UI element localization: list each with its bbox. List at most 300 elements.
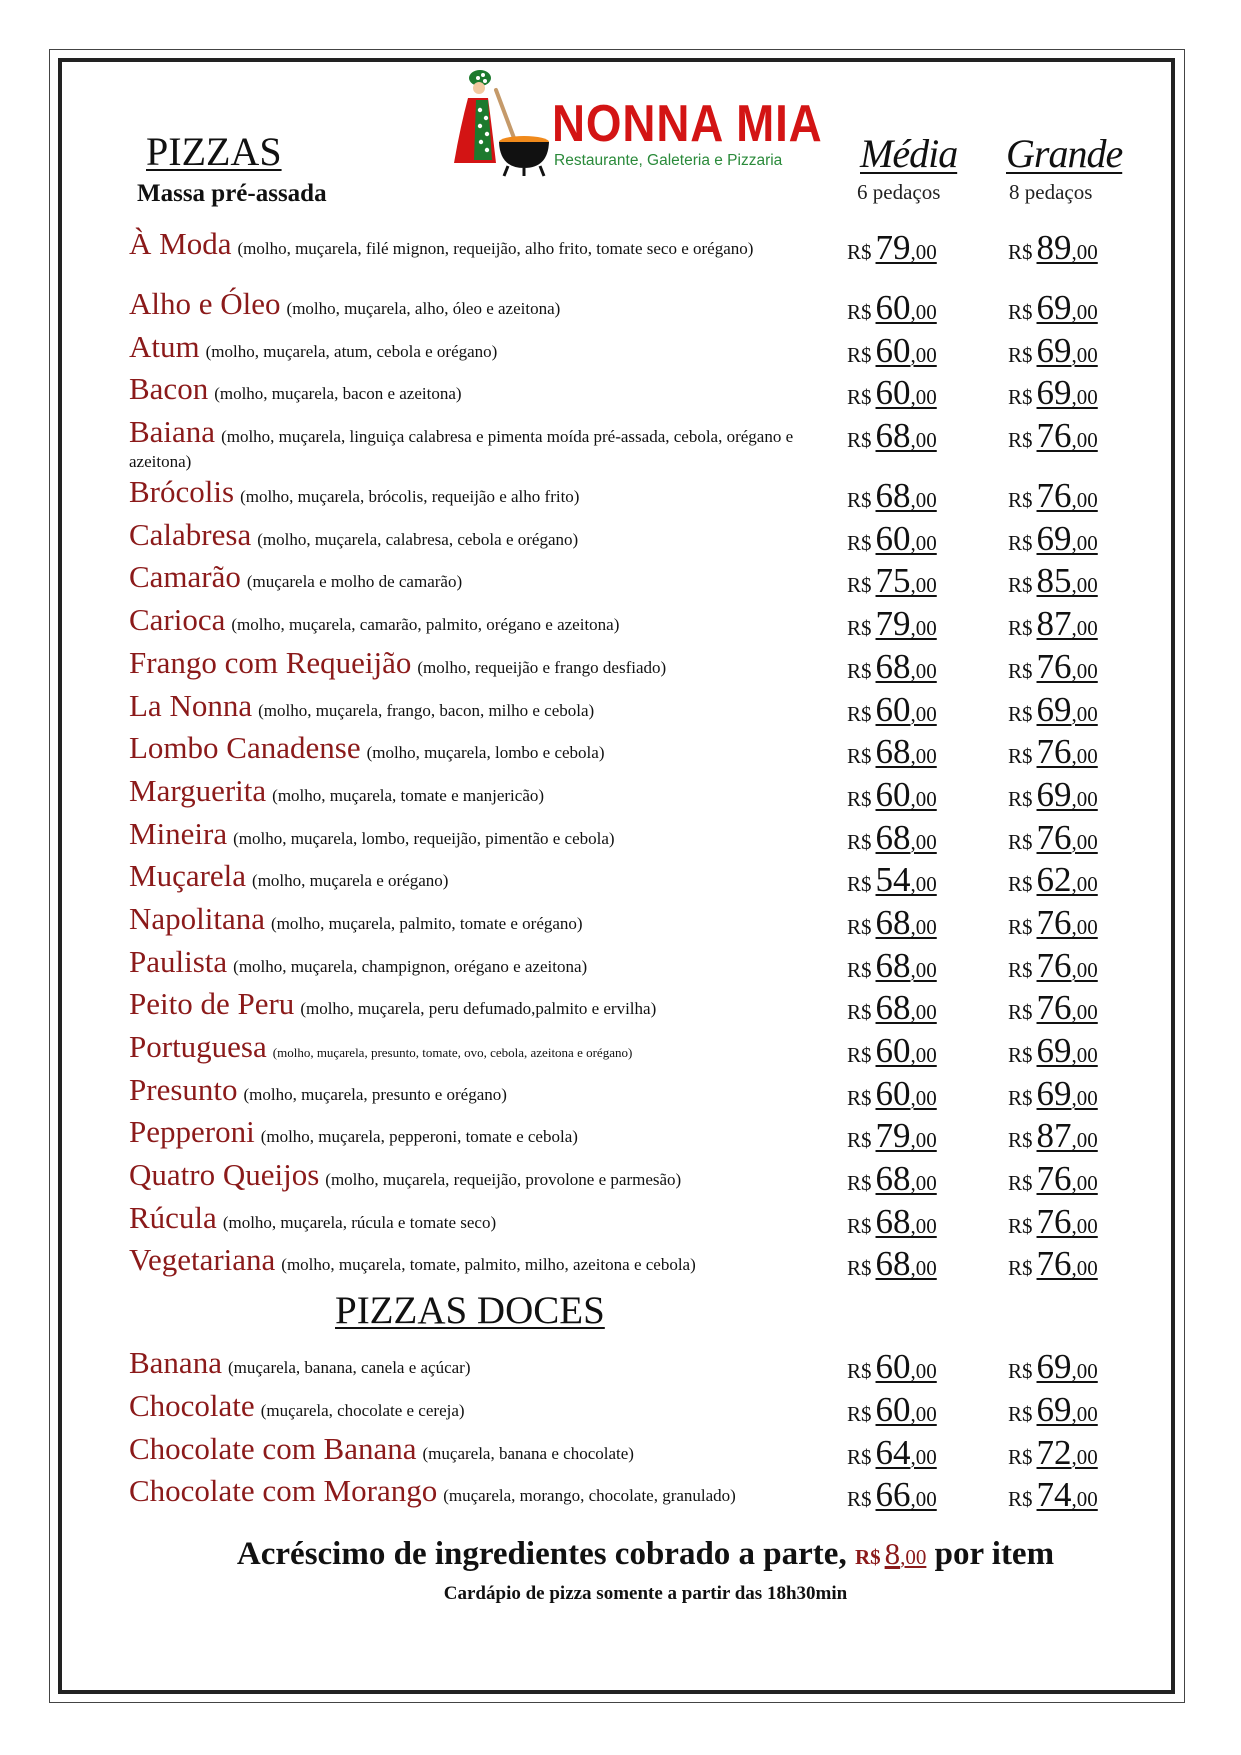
price-media bbox=[847, 1347, 937, 1387]
item-description bbox=[129, 414, 809, 475]
column-subheader-grande: 8 pedaços bbox=[1009, 180, 1093, 204]
menu-item bbox=[129, 1345, 1129, 1394]
item-ingredients: (molho, muçarela, lombo, requeijão, pimentão e cebola) bbox=[233, 828, 615, 848]
price-cents: ,00 bbox=[1071, 428, 1098, 453]
menu-item bbox=[129, 858, 1129, 907]
currency-symbol: R$ bbox=[847, 488, 872, 513]
price-media bbox=[847, 373, 937, 413]
item-description bbox=[129, 1473, 809, 1509]
price-media bbox=[847, 1031, 937, 1071]
currency-symbol: R$ bbox=[1008, 1401, 1033, 1426]
price-cents: ,00 bbox=[910, 914, 937, 939]
price-value: 87 bbox=[1036, 604, 1072, 644]
price-grande bbox=[1008, 860, 1098, 900]
price-grande bbox=[1008, 604, 1098, 644]
menu-item bbox=[129, 1071, 1129, 1121]
item-ingredients: (molho, muçarela, filé mignon, requeijão, alho frito, tomate seco e orégano) bbox=[237, 239, 754, 258]
price-grande bbox=[1008, 1475, 1098, 1515]
price-cents: ,00 bbox=[1071, 488, 1098, 513]
price-grande bbox=[1008, 519, 1098, 559]
menu-item bbox=[129, 986, 1129, 1035]
currency-symbol: R$ bbox=[1008, 573, 1033, 598]
item-description bbox=[129, 815, 809, 852]
item-description bbox=[129, 1071, 809, 1108]
logo-tagline: Restaurante, Galeteria e Pizzaria bbox=[554, 152, 783, 169]
currency-symbol: R$ bbox=[847, 616, 872, 641]
price-value: 60 bbox=[875, 1073, 911, 1113]
price-value: 69 bbox=[1036, 373, 1072, 413]
price-grande bbox=[1008, 288, 1098, 328]
currency-symbol: R$ bbox=[847, 1171, 872, 1196]
price-grande bbox=[1008, 228, 1098, 268]
item-name: Presunto bbox=[129, 1071, 238, 1107]
price-grande bbox=[1008, 1347, 1098, 1387]
item-ingredients: (molho, muçarela, lombo e cebola) bbox=[366, 743, 605, 763]
price-value: 60 bbox=[875, 774, 911, 814]
price-value: 74 bbox=[1036, 1475, 1072, 1515]
price-value: 68 bbox=[875, 732, 911, 772]
item-name: Peito de Peru bbox=[129, 986, 295, 1022]
price-grande bbox=[1008, 416, 1098, 456]
price-media bbox=[847, 1159, 937, 1199]
menu-item bbox=[129, 414, 1129, 480]
item-description bbox=[129, 226, 809, 262]
price-cents: ,00 bbox=[910, 786, 937, 811]
item-ingredients: (molho, muçarela, presunto e orégano) bbox=[243, 1084, 507, 1104]
item-description bbox=[129, 286, 809, 322]
price-grande bbox=[1008, 1159, 1098, 1199]
price-value: 79 bbox=[875, 228, 911, 267]
currency-symbol: R$ bbox=[847, 385, 872, 410]
currency-symbol: R$ bbox=[1008, 342, 1033, 367]
menu-item bbox=[129, 1157, 1129, 1206]
price-cents: ,00 bbox=[910, 573, 937, 598]
price-cents: ,00 bbox=[910, 701, 937, 726]
price-value: 60 bbox=[875, 1031, 911, 1070]
price-value: 87 bbox=[1036, 1116, 1072, 1156]
price-cents: ,00 bbox=[1071, 744, 1098, 769]
item-description bbox=[129, 1029, 809, 1065]
currency-symbol: R$ bbox=[847, 829, 872, 854]
price-value: 69 bbox=[1036, 330, 1072, 370]
item-description bbox=[129, 559, 809, 595]
item-name: Rúcula bbox=[129, 1199, 217, 1235]
price-cents: ,00 bbox=[910, 385, 937, 410]
price-cents: ,00 bbox=[1071, 1128, 1098, 1153]
item-name: Baiana bbox=[129, 414, 216, 450]
item-description bbox=[129, 1430, 809, 1467]
item-name: Napolitana bbox=[129, 900, 266, 936]
currency-symbol: R$ bbox=[1008, 428, 1033, 453]
price-grande bbox=[1008, 647, 1098, 687]
price-media bbox=[847, 775, 937, 815]
price-value: 69 bbox=[1036, 1389, 1072, 1429]
price-cents: ,00 bbox=[910, 428, 937, 453]
item-description bbox=[129, 1114, 809, 1150]
currency-symbol: R$ bbox=[847, 914, 872, 939]
item-description bbox=[129, 730, 809, 766]
price-value: 76 bbox=[1036, 476, 1072, 516]
price-cents: ,00 bbox=[1071, 1401, 1098, 1426]
price-cents: ,00 bbox=[1071, 786, 1098, 811]
price-value: 75 bbox=[875, 561, 911, 601]
price-value: 69 bbox=[1036, 288, 1072, 327]
item-ingredients: (molho, muçarela, tomate, palmito, milho, azeitona e cebola) bbox=[281, 1255, 696, 1275]
item-description bbox=[129, 328, 809, 365]
price-cents: ,00 bbox=[910, 1256, 937, 1281]
item-name: Bacon bbox=[129, 371, 209, 407]
price-value: 60 bbox=[875, 373, 911, 413]
item-name: Lombo Canadense bbox=[129, 730, 361, 766]
price-value: 68 bbox=[875, 1244, 911, 1284]
column-header-grande: Grande bbox=[1006, 131, 1123, 176]
price-value: 79 bbox=[875, 604, 911, 644]
price-media bbox=[847, 519, 937, 559]
price-cents: ,00 bbox=[910, 957, 937, 982]
price-cents: ,00 bbox=[910, 1043, 937, 1067]
item-description bbox=[129, 858, 809, 894]
currency-symbol: R$ bbox=[847, 1256, 872, 1281]
item-ingredients: (muçarela, morango, chocolate, granulado) bbox=[443, 1486, 736, 1506]
price-value: 68 bbox=[875, 1201, 911, 1241]
currency-symbol: R$ bbox=[847, 428, 872, 453]
currency-symbol: R$ bbox=[847, 342, 872, 367]
price-value: 76 bbox=[1036, 1201, 1072, 1241]
currency-symbol: R$ bbox=[1008, 1000, 1033, 1025]
price-value: 76 bbox=[1036, 732, 1072, 772]
extra-currency: R$ bbox=[854, 1545, 881, 1569]
price-value: 85 bbox=[1036, 561, 1072, 601]
price-cents: ,00 bbox=[910, 1128, 937, 1153]
price-value: 66 bbox=[875, 1475, 911, 1515]
currency-symbol: R$ bbox=[847, 744, 872, 769]
item-ingredients: (molho, muçarela, requeijão, provolone e parmesão) bbox=[325, 1170, 682, 1190]
nonna-cook-icon bbox=[452, 68, 552, 178]
price-media bbox=[847, 647, 937, 687]
price-value: 54 bbox=[875, 860, 911, 900]
price-grande bbox=[1008, 732, 1098, 772]
item-description bbox=[129, 1199, 809, 1236]
item-name: Pepperoni bbox=[129, 1114, 255, 1150]
price-value: 69 bbox=[1036, 774, 1072, 814]
item-description bbox=[129, 1345, 809, 1381]
item-description bbox=[129, 943, 809, 980]
price-value: 79 bbox=[875, 1116, 911, 1156]
menu-title: PIZZAS bbox=[146, 129, 282, 174]
price-cents: ,00 bbox=[1071, 1359, 1098, 1384]
item-name: Chocolate com Morango bbox=[129, 1473, 438, 1509]
price-cents: ,00 bbox=[910, 1359, 937, 1384]
item-ingredients: (molho, muçarela, peru defumado,palmito e ervilha) bbox=[300, 999, 657, 1019]
price-value: 60 bbox=[875, 1389, 911, 1429]
item-description bbox=[129, 1242, 809, 1278]
price-media bbox=[847, 1244, 937, 1284]
menu-item bbox=[129, 559, 1129, 608]
price-cents: ,00 bbox=[910, 1085, 937, 1110]
item-ingredients: (muçarela e molho de camarão) bbox=[246, 572, 463, 592]
pizza-menu bbox=[129, 226, 1129, 1522]
price-media bbox=[847, 228, 937, 268]
price-cents: ,00 bbox=[1071, 1487, 1098, 1512]
item-name: Quatro Queijos bbox=[129, 1157, 320, 1193]
price-cents: ,00 bbox=[910, 488, 937, 513]
currency-symbol: R$ bbox=[1008, 1444, 1033, 1469]
menu-item bbox=[129, 371, 1129, 420]
price-grande bbox=[1008, 373, 1098, 413]
price-media bbox=[847, 1202, 937, 1242]
price-value: 68 bbox=[875, 945, 911, 985]
menu-item bbox=[129, 644, 1129, 694]
price-media bbox=[847, 288, 937, 328]
currency-symbol: R$ bbox=[1008, 829, 1033, 854]
price-cents: ,00 bbox=[1071, 829, 1098, 854]
price-value: 76 bbox=[1036, 1244, 1072, 1284]
menu-item bbox=[129, 474, 1129, 523]
price-value: 76 bbox=[1036, 988, 1072, 1028]
price-cents: ,00 bbox=[910, 1000, 937, 1025]
price-cents: ,00 bbox=[1071, 1043, 1098, 1067]
currency-symbol: R$ bbox=[1008, 914, 1033, 939]
menu-item bbox=[129, 815, 1129, 865]
item-name: Paulista bbox=[129, 943, 228, 979]
menu-item bbox=[129, 286, 1129, 335]
price-cents: ,00 bbox=[1071, 1000, 1098, 1025]
item-name: Atum bbox=[129, 328, 200, 364]
menu-item bbox=[129, 1029, 1129, 1078]
price-cents: ,00 bbox=[910, 240, 937, 264]
price-media bbox=[847, 476, 937, 516]
price-cents: ,00 bbox=[1071, 914, 1098, 939]
currency-symbol: R$ bbox=[1008, 1085, 1033, 1110]
price-cents: ,00 bbox=[1071, 385, 1098, 410]
price-grande bbox=[1008, 818, 1098, 858]
item-ingredients: (molho, muçarela, pepperoni, tomate e cebola) bbox=[260, 1127, 578, 1147]
item-description bbox=[129, 516, 809, 553]
menu-item bbox=[129, 1242, 1129, 1291]
item-ingredients: (muçarela, banana e chocolate) bbox=[422, 1443, 634, 1463]
price-cents: ,00 bbox=[1071, 658, 1098, 683]
price-cents: ,00 bbox=[910, 744, 937, 769]
price-grande bbox=[1008, 1202, 1098, 1242]
price-value: 60 bbox=[875, 518, 911, 558]
item-description bbox=[129, 474, 809, 510]
price-cents: ,00 bbox=[910, 530, 937, 555]
item-description bbox=[129, 602, 809, 638]
item-ingredients: (molho, muçarela e orégano) bbox=[252, 871, 449, 891]
item-name: Banana bbox=[129, 1345, 222, 1381]
price-cents: ,00 bbox=[910, 1487, 937, 1512]
price-grande bbox=[1008, 1390, 1098, 1430]
price-value: 68 bbox=[875, 1159, 911, 1199]
price-value: 60 bbox=[875, 689, 911, 729]
price-cents: ,00 bbox=[1071, 1444, 1098, 1469]
item-ingredients: (molho, muçarela, camarão, palmito, orégano e azeitona) bbox=[231, 615, 620, 635]
price-media bbox=[847, 1433, 937, 1473]
currency-symbol: R$ bbox=[1008, 701, 1033, 726]
price-cents: ,00 bbox=[1071, 872, 1098, 897]
item-name: Portuguesa bbox=[129, 1029, 267, 1064]
item-ingredients: (molho, muçarela, champignon, orégano e azeitona) bbox=[233, 956, 588, 976]
price-grande bbox=[1008, 1031, 1098, 1071]
currency-symbol: R$ bbox=[1008, 1043, 1033, 1067]
currency-symbol: R$ bbox=[847, 1213, 872, 1238]
price-media bbox=[847, 604, 937, 644]
item-name: Muçarela bbox=[129, 858, 247, 894]
price-media bbox=[847, 690, 937, 730]
price-grande bbox=[1008, 1074, 1098, 1114]
currency-symbol: R$ bbox=[847, 1000, 872, 1025]
price-media bbox=[847, 1475, 937, 1515]
item-ingredients: (molho, muçarela, rúcula e tomate seco) bbox=[222, 1212, 497, 1232]
menu-item bbox=[129, 1199, 1129, 1249]
currency-symbol: R$ bbox=[1008, 530, 1033, 555]
currency-symbol: R$ bbox=[1008, 1213, 1033, 1238]
price-cents: ,00 bbox=[910, 1171, 937, 1196]
price-media bbox=[847, 860, 937, 900]
price-cents: ,00 bbox=[910, 1213, 937, 1238]
price-grande bbox=[1008, 331, 1098, 371]
menu-subtitle: Massa pré-assada bbox=[137, 180, 327, 207]
price-media bbox=[847, 1074, 937, 1114]
price-value: 60 bbox=[875, 330, 911, 370]
price-cents: ,00 bbox=[1071, 530, 1098, 555]
item-name: Marguerita bbox=[129, 772, 267, 808]
price-value: 76 bbox=[1036, 817, 1072, 857]
currency-symbol: R$ bbox=[1008, 488, 1033, 513]
price-value: 69 bbox=[1036, 1347, 1072, 1387]
price-grande bbox=[1008, 476, 1098, 516]
price-cents: ,00 bbox=[1071, 1213, 1098, 1238]
price-media bbox=[847, 1116, 937, 1156]
currency-symbol: R$ bbox=[847, 240, 872, 264]
price-grande bbox=[1008, 988, 1098, 1028]
price-value: 68 bbox=[875, 988, 911, 1028]
price-value: 68 bbox=[875, 476, 911, 516]
sweet-pizzas-title: PIZZAS DOCES bbox=[335, 1289, 605, 1333]
currency-symbol: R$ bbox=[847, 957, 872, 982]
price-cents: ,00 bbox=[910, 658, 937, 683]
currency-symbol: R$ bbox=[847, 300, 872, 324]
price-cents: ,00 bbox=[910, 1444, 937, 1469]
currency-symbol: R$ bbox=[847, 1043, 872, 1067]
item-name: Alho e Óleo bbox=[129, 286, 281, 321]
price-grande bbox=[1008, 775, 1098, 815]
price-grande bbox=[1008, 1433, 1098, 1473]
currency-symbol: R$ bbox=[1008, 872, 1033, 897]
currency-symbol: R$ bbox=[847, 1359, 872, 1384]
price-media bbox=[847, 988, 937, 1028]
item-name: Mineira bbox=[129, 815, 228, 851]
currency-symbol: R$ bbox=[1008, 744, 1033, 769]
currency-symbol: R$ bbox=[1008, 1128, 1033, 1153]
item-ingredients: (molho, muçarela, linguiça calabresa e pimenta moída pré-assada, cebola, orégano e azeitona) bbox=[129, 427, 794, 472]
extra-notice-text: Acréscimo de ingredientes cobrado a parte, bbox=[236, 1536, 847, 1572]
extra-ingredients-notice bbox=[0, 1536, 1241, 1573]
currency-symbol: R$ bbox=[847, 1128, 872, 1153]
currency-symbol: R$ bbox=[1008, 786, 1033, 811]
currency-symbol: R$ bbox=[847, 786, 872, 811]
price-value: 69 bbox=[1036, 689, 1072, 729]
item-description bbox=[129, 371, 809, 407]
currency-symbol: R$ bbox=[1008, 616, 1033, 641]
menu-item bbox=[129, 900, 1129, 950]
menu-item bbox=[129, 328, 1129, 378]
item-name: La Nonna bbox=[129, 687, 253, 723]
price-value: 68 bbox=[875, 646, 911, 686]
currency-symbol: R$ bbox=[847, 658, 872, 683]
restaurant-logo bbox=[452, 68, 823, 178]
price-cents: ,00 bbox=[1071, 701, 1098, 726]
currency-symbol: R$ bbox=[1008, 385, 1033, 410]
item-ingredients: (muçarela, banana, canela e açúcar) bbox=[227, 1358, 471, 1378]
item-name: Carioca bbox=[129, 602, 226, 638]
currency-symbol: R$ bbox=[1008, 1359, 1033, 1384]
currency-symbol: R$ bbox=[847, 573, 872, 598]
price-value: 69 bbox=[1036, 1073, 1072, 1113]
currency-symbol: R$ bbox=[1008, 1171, 1033, 1196]
price-cents: ,00 bbox=[910, 1401, 937, 1426]
price-value: 76 bbox=[1036, 902, 1072, 942]
price-value: 69 bbox=[1036, 518, 1072, 558]
price-cents: ,00 bbox=[1071, 957, 1098, 982]
price-cents: ,00 bbox=[910, 829, 937, 854]
extra-notice-suffix: por item bbox=[934, 1536, 1055, 1572]
item-ingredients: (molho, muçarela, frango, bacon, milho e cebola) bbox=[258, 700, 595, 720]
item-description bbox=[129, 1387, 809, 1424]
currency-symbol: R$ bbox=[847, 1444, 872, 1469]
currency-symbol: R$ bbox=[1008, 240, 1033, 264]
item-description bbox=[129, 687, 809, 724]
price-grande bbox=[1008, 690, 1098, 730]
menu-item bbox=[129, 1473, 1129, 1522]
item-ingredients: (molho, muçarela, tomate e manjericão) bbox=[272, 785, 545, 805]
price-value: 76 bbox=[1036, 416, 1072, 456]
menu-item bbox=[129, 516, 1129, 566]
item-ingredients: (molho, muçarela, presunto, tomate, ovo, cebola, azeitona e orégano) bbox=[272, 1045, 633, 1060]
price-value: 60 bbox=[875, 1347, 911, 1387]
price-cents: ,00 bbox=[910, 342, 937, 367]
menu-item bbox=[129, 226, 1129, 292]
currency-symbol: R$ bbox=[1008, 300, 1033, 324]
item-name: Chocolate com Banana bbox=[129, 1430, 417, 1466]
price-cents: ,00 bbox=[1071, 573, 1098, 598]
price-media bbox=[847, 331, 937, 371]
price-grande bbox=[1008, 903, 1098, 943]
item-name: Chocolate bbox=[129, 1387, 255, 1423]
price-media bbox=[847, 416, 937, 456]
item-description bbox=[129, 1157, 809, 1193]
item-ingredients: (molho, muçarela, alho, óleo e azeitona) bbox=[286, 299, 561, 318]
price-cents: ,00 bbox=[910, 300, 937, 324]
price-cents: ,00 bbox=[910, 616, 937, 641]
currency-symbol: R$ bbox=[1008, 957, 1033, 982]
price-grande bbox=[1008, 561, 1098, 601]
logo-brand-name: NONNA MIA bbox=[552, 95, 823, 153]
price-media bbox=[847, 903, 937, 943]
price-cents: ,00 bbox=[1071, 342, 1098, 367]
item-ingredients: (molho, requeijão e frango desfiado) bbox=[417, 657, 667, 677]
item-description bbox=[129, 644, 809, 681]
price-value: 68 bbox=[875, 416, 911, 456]
price-media bbox=[847, 732, 937, 772]
currency-symbol: R$ bbox=[847, 872, 872, 897]
price-media bbox=[847, 818, 937, 858]
price-value: 68 bbox=[875, 817, 911, 857]
currency-symbol: R$ bbox=[1008, 658, 1033, 683]
item-name: Calabresa bbox=[129, 516, 252, 552]
item-ingredients: (molho, muçarela, palmito, tomate e orégano) bbox=[271, 913, 583, 933]
sweet-pizza-list bbox=[129, 1345, 1129, 1522]
